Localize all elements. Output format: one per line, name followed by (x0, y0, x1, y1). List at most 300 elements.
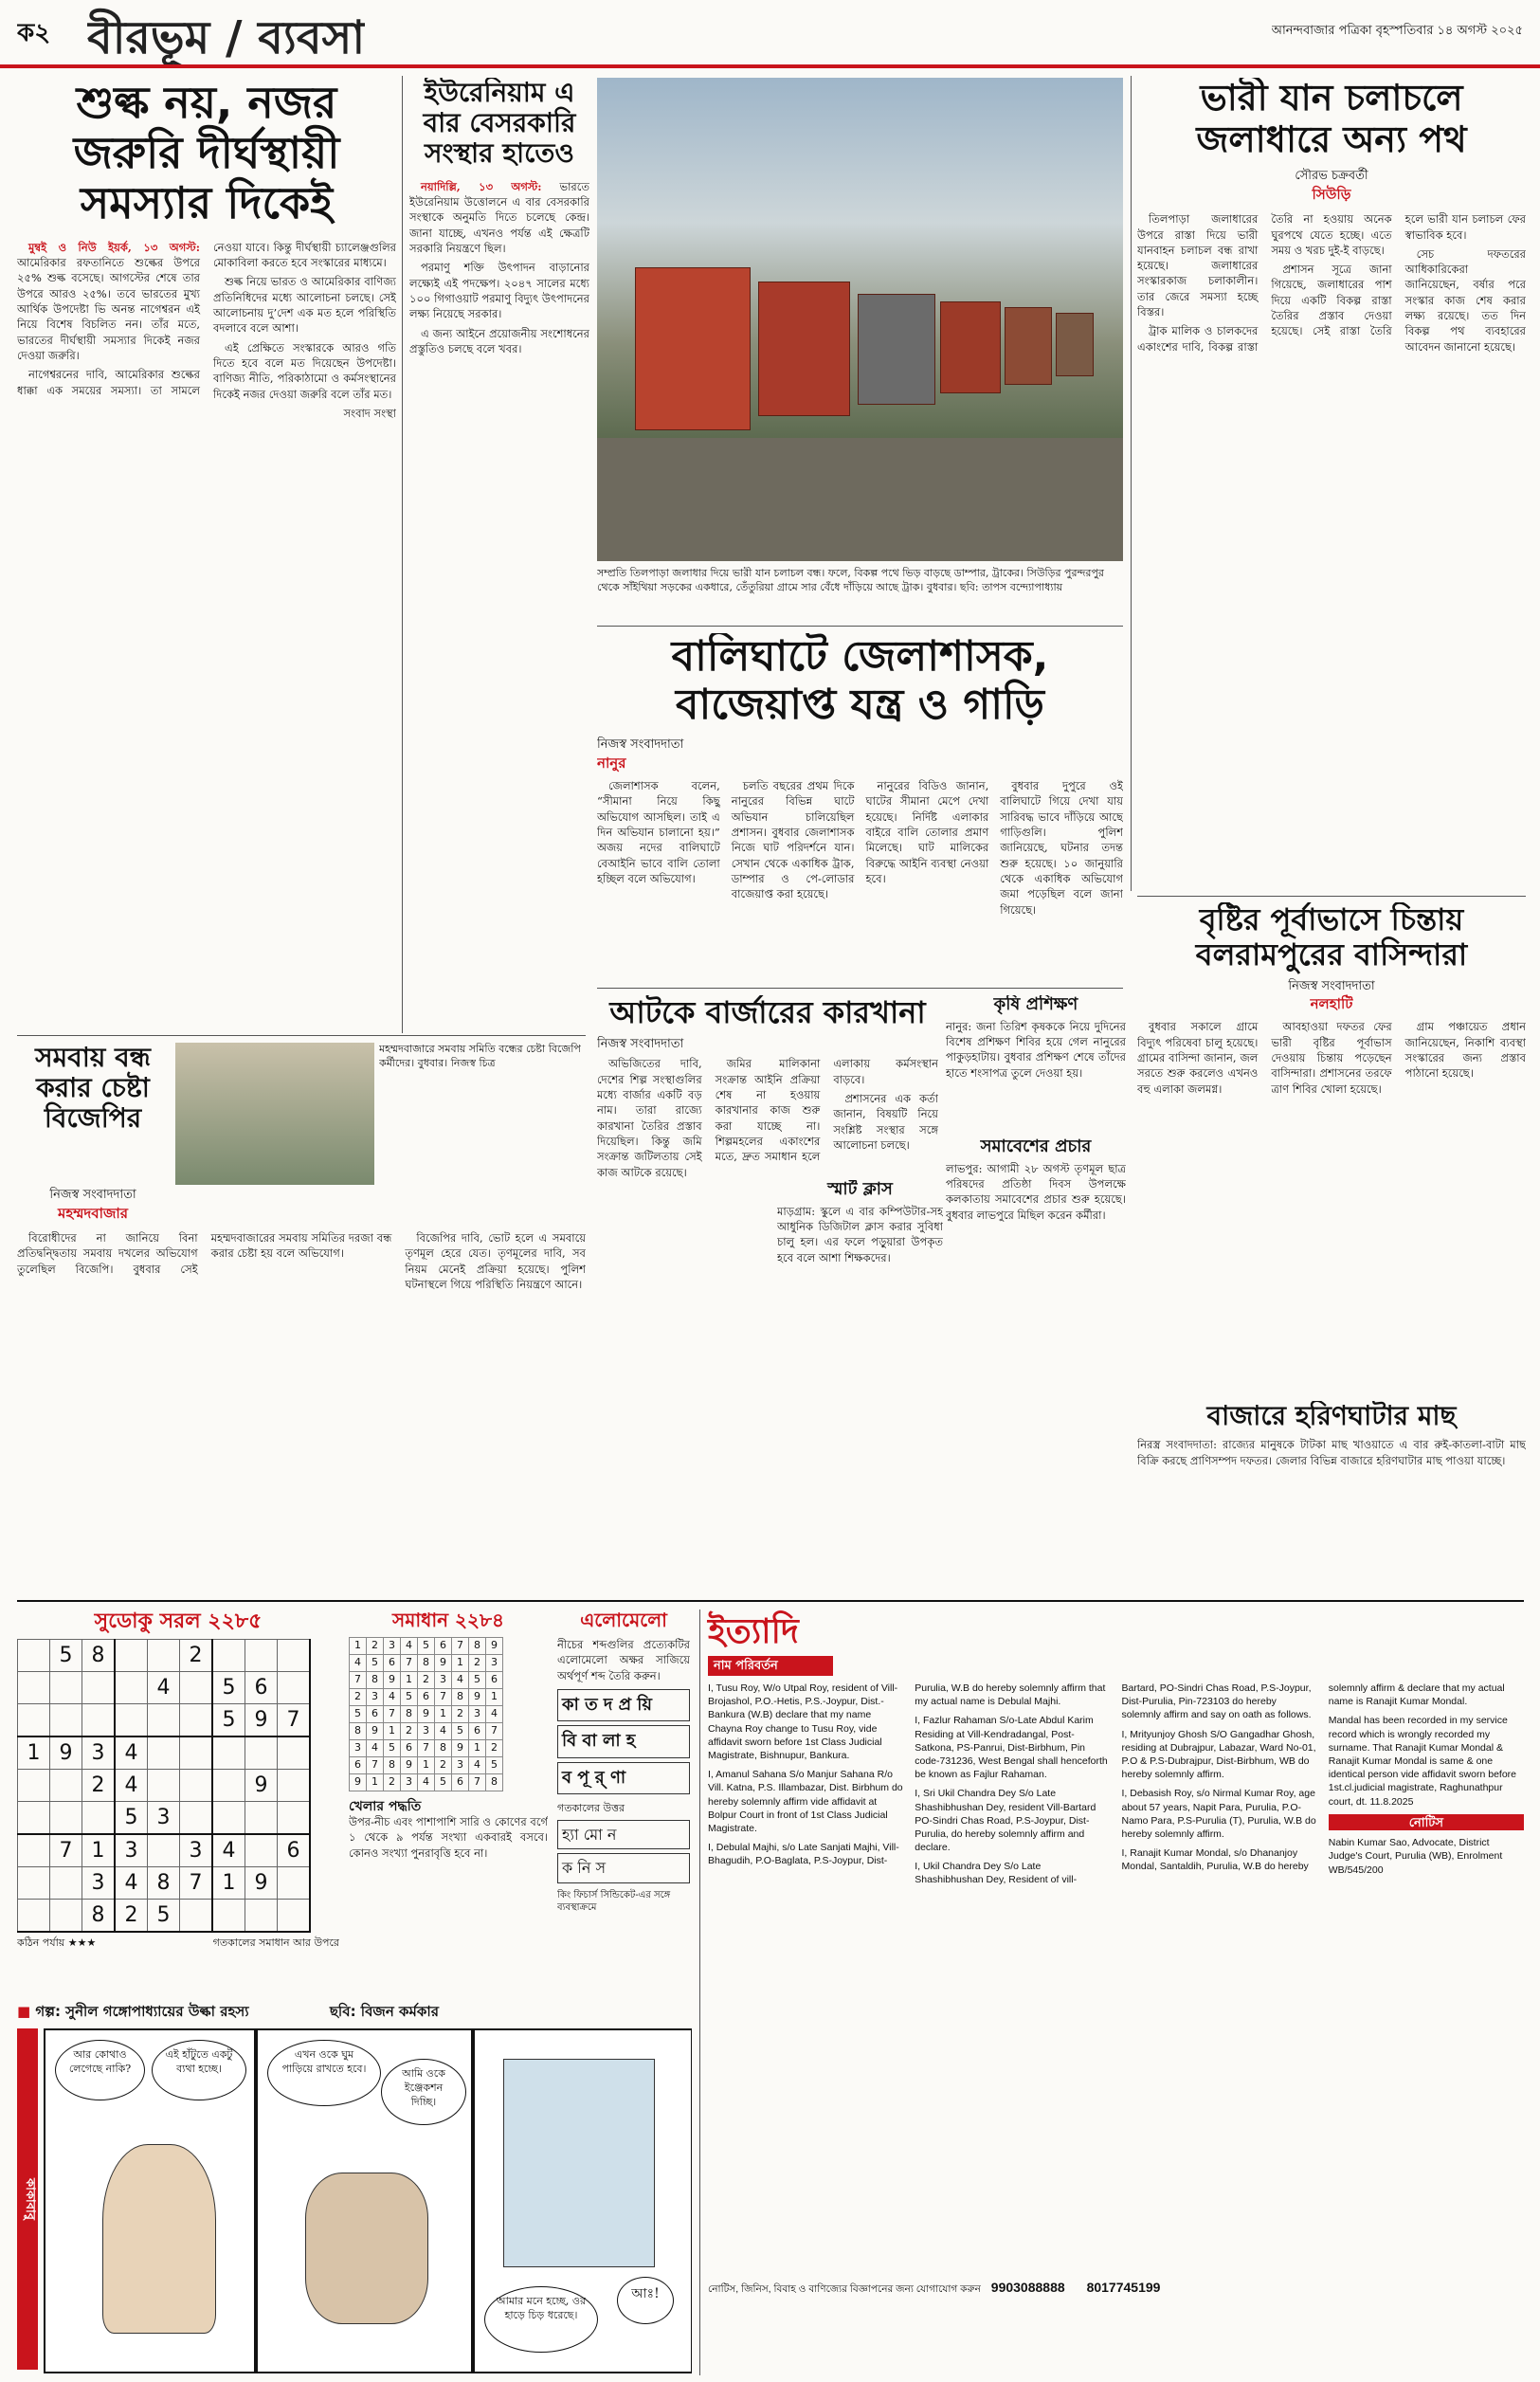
sudoku-cell (180, 1900, 213, 1933)
solution-grid (349, 1637, 503, 1791)
jumble-word: বি বা লা হ (557, 1725, 690, 1757)
solution-cell: 5 (401, 1689, 418, 1706)
classified-item: I, Sri Ukil Chandra Dey S/o Late Shashibhushan Dey, resident Vill-Bartard PO-Sindri Chas Road, P.S-Joypur, Dist-Purulia, do hereby solemnly affirm and declare. (915, 1788, 1096, 1854)
baalighat-headline: বালিঘাটে জেলাশাসক, বাজেয়াপ্ত যন্ত্র ও গাড়ি (671, 633, 1049, 729)
heavy-vehicle-headline: ভারী যান চলাচলে জলাধারে অন্য পথ (1196, 78, 1467, 160)
heavy-para-2: ট্রাক মালিক ও চালকদের একাংশের দাবি, বিকল্প রাস্তা তৈরি না হওয়ায় অনেক ঘুরপথে যেতে হচ্ছে। এতে সময় ও খরচ দুই-ই বাড়ছে। (1137, 212, 1392, 354)
rules-body: উপর-নীচ এবং পাশাপাশি সারি ও কোণের বর্গে ১ থেকে ৯ পর্যন্ত সংখ্যা একবারই বসবে। কোনও সংখ্যা পুনরাবৃত্তি হবে না। (349, 1815, 548, 1860)
sudoku-cell (148, 1640, 180, 1672)
sudoku-cell (278, 1867, 311, 1900)
classified-item: I, Debulal Majhi, s/o Late Sanjati Majhi, Vill-Bhagudih, P.O-Baglata, P.S-Joypur, Dist-Purulia, W.B do hereby solemnly affirm that my actual name is Debulal Majhi. (708, 1682, 1106, 1867)
sudoku-cell (245, 1834, 278, 1867)
solution-cell: 2 (384, 1774, 401, 1791)
solution-cell: 8 (384, 1757, 401, 1774)
lead-headline: শুল্ক নয়, নজর জরুরি দীর্ঘস্থায়ী সমস্যার দিকেই (73, 78, 340, 228)
sudoku-cell: 5 (148, 1900, 180, 1933)
solution-cell: 8 (367, 1672, 384, 1689)
column-divider (1131, 76, 1132, 891)
solution-cell: 6 (401, 1740, 418, 1757)
reporter-name: নিজস্ব সংবাদদাতা (49, 1188, 136, 1202)
reporter-name: নিজস্ব সংবাদদাতা (597, 1036, 684, 1051)
solution-cell: 1 (452, 1655, 469, 1672)
solution-cell: 2 (435, 1757, 452, 1774)
header-rule (0, 64, 1540, 68)
sudoku-cell (50, 1770, 82, 1802)
sudoku-cell (212, 1770, 245, 1802)
sudoku-cell (278, 1900, 311, 1933)
samabesh-body: লাভপুর: আগামী ২৮ অগস্ট তৃণমূল ছাত্র পরিষদের প্রতিষ্ঠা দিবস উপলক্ষে কলকাতায় সমাবেশের প্রচার শুরু হয়েছে। বুধবার লাভপুরে মিছিল করেন কর্মীরা। (946, 1161, 1126, 1222)
solution-cell: 8 (486, 1774, 503, 1791)
sudoku-cell (18, 1770, 50, 1802)
comic-story-credit: গল্প: সুনীল গঙ্গোপাধ্যায়ের উল্কা রহস্য (35, 2003, 249, 2020)
uranium-story (409, 78, 589, 1030)
factory-para-1: অভিজিতের দাবি, দেশের শিল্প সংস্থাগুলির মধ্যে বার্জার একটি বড় নাম। তারা রাজ্যে কারখানা তৈরির প্রস্তাব দিয়েছিল। কিন্তু জমি সংক্রান্ত জটিলতায় সেই কাজ আটকে রয়েছে। (597, 1057, 702, 1179)
uranium-dateline: নয়াদিল্লি, ১৩ অগস্ট: (421, 179, 542, 193)
section-rule (597, 988, 1123, 989)
contact-note: নোটিস, জিনিস, বিবাহ ও বাণিজ্যের বিজ্ঞাপনের জন্য যোগাযোগ করুন (708, 2283, 981, 2296)
sudoku-cell (148, 1704, 180, 1737)
classified-item: I, Tusu Roy, W/o Utpal Roy, resident of Vill-Brojashol, P.O.-Hetis, P.S.-Joypur, Dist.-Bankura (W.B) declare that my name Chayna Roy change to Tusu Roy, vide affidavit sworn before 1st Class Judicial Magistrate, Bishnupur, Bankura. (708, 1682, 898, 1761)
sudoku-cell: 4 (115, 1770, 148, 1802)
solution-cell: 8 (452, 1689, 469, 1706)
solution-cell: 6 (418, 1689, 435, 1706)
reporter-place: নানুর (597, 754, 626, 772)
solution-cell: 5 (418, 1638, 435, 1655)
solution-cell: 7 (367, 1757, 384, 1774)
solution-cell: 9 (452, 1740, 469, 1757)
sudoku-cell: 9 (245, 1704, 278, 1737)
krishi-headline: কৃষি প্রশিক্ষণ (993, 995, 1078, 1014)
sudoku-cell (18, 1704, 50, 1737)
solution-cell: 1 (418, 1757, 435, 1774)
truck-shape (1056, 313, 1094, 376)
sudoku-cell: 1 (18, 1736, 50, 1770)
heavy-para-4: সেচ দফতরের আধিকারিকেরা জানিয়েছেন, বর্ষার পরে সংস্কার কাজ শেষ করার লক্ষ্য রয়েছে। তত দিন বিকল্প পথ ব্যবহারের আবেদন জানানো হয়েছে। (1404, 246, 1526, 354)
jumble-word: ব পূ র্ ণা (557, 1762, 690, 1794)
sudoku-cell (82, 1704, 116, 1737)
comic-strip: ■ গল্প: সুনীল গঙ্গোপাধ্যায়ের উল্কা রহস্য ছবি: বিজন কর্মকার কাকাবাবু আর কোথাও লেগেছে নাকি? এই হাঁটুতে একটু ব্যথা হচ্ছে। এখন ওকে ঘুম পাড়িয়ে রাখতে হবে। আমি ওকে ইঞ্জেকশন দিচ্ছি। আমার মনে হচ্ছে, ওর হাড়ে চিড় ধরেছে। আঃ! (17, 2002, 692, 2376)
solution-cell: 5 (469, 1672, 486, 1689)
jumble-credit: কিং ফিচার্স সিন্ডিকেট-এর সঙ্গে ব্যবস্থাক্রমে (557, 1889, 671, 1914)
solution-cell: 9 (469, 1689, 486, 1706)
solution-cell: 3 (384, 1638, 401, 1655)
sudoku-cell (18, 1672, 50, 1704)
solution-cell: 2 (469, 1655, 486, 1672)
sudoku-cell: 3 (148, 1802, 180, 1835)
doctor-figure (503, 2059, 655, 2267)
jumble-block (557, 1609, 690, 1998)
sudoku-cell (50, 1704, 82, 1737)
lead-credit: সংবাদ সংস্থা (343, 406, 396, 420)
sudoku-cell (50, 1672, 82, 1704)
dateline: আনন্দবাজার পত্রিকা বৃহস্পতিবার ১৪ অগস্ট ২০২৫ (1271, 24, 1523, 38)
solution-cell: 7 (435, 1689, 452, 1706)
sudoku-cell (278, 1672, 311, 1704)
fish-headline: বাজারে হরিণঘাটার মাছ (1206, 1401, 1457, 1431)
photo-caption: সম্প্রতি তিলপাড়া জলাধার দিয়ে ভারী যান চলাচল বন্ধ। ফলে, বিকল্প পথে ভিড় বাড়ছে ডাম্পার, ট্রাকের। সিউড়ির পুরন্দরপুর থেকে সাঁইথিয়া সড়কের একধারে, তেঁতুরিয়া গ্রামে সার বেঁধে দাঁড়িয়ে আছে ট্রাক। বুধবার। ছবি: তাপস বন্দ্যোপাধ্যায় (597, 567, 1104, 593)
solution-cell: 3 (350, 1740, 367, 1757)
solution-cell: 3 (452, 1757, 469, 1774)
sudoku-cell (50, 1802, 82, 1835)
coop-headline-block (17, 1043, 169, 1185)
coop-para-2: বিজেপির দাবি, ভোট হলে এ সমবায়ে তৃণমূল হেরে যেত। তৃণমূলের দাবি, সব নিয়ম মেনেই প্রক্রিয়া হয়েছে। পুলিশ ঘটনাস্থলে গিয়ে পরিস্থিতি নিয়ন্ত্রণে আনে। (405, 1231, 586, 1291)
jumble-word: কা ত দ প্র য়ি (557, 1689, 690, 1721)
solution-cell: 5 (384, 1740, 401, 1757)
factory-para-2: জমির মালিকানা সংক্রান্ত আইনি প্রক্রিয়া শেষ না হওয়ায় কারখানার কাজ শুরু করা যাচ্ছে না। শিল্পমহলের একাংশের মতে, দ্রুত সমাধান হলে এলাকায় কর্মসংস্থান বাড়বে। (715, 1057, 938, 1164)
sudoku-cell (180, 1736, 213, 1770)
classified-item: I, Amanul Sahana S/o Manjur Sahana R/o Vill. Katna, P.S. Illambazar, Dist. Birbhum do hereby solemnly affirm vide affidavit at Bolpur Court in front of 1st Class Judicial Magistrate. (708, 1769, 903, 1834)
baalighat-story (597, 633, 1123, 984)
page-header (0, 0, 1540, 68)
section-rule (597, 626, 1123, 627)
sudoku-cell (278, 1640, 311, 1672)
trucks-photo (597, 78, 1123, 561)
solution-cell: 1 (401, 1672, 418, 1689)
sudoku-cell (212, 1900, 245, 1933)
reporter-place: মহম্মদবাজার (58, 1204, 128, 1222)
jumble-title: এলোমেলো (580, 1609, 667, 1631)
sudoku-cell (18, 1834, 50, 1867)
solution-cell: 5 (486, 1757, 503, 1774)
solution-cell: 1 (367, 1774, 384, 1791)
sudoku-cell (245, 1736, 278, 1770)
lead-story (17, 78, 396, 1030)
sudoku-cell: 2 (115, 1900, 148, 1933)
solution-cell: 8 (435, 1740, 452, 1757)
truck-shape (635, 267, 751, 430)
coop-photo (175, 1043, 374, 1185)
reporter-name: সৌরভ চক্রবর্তী (1295, 169, 1368, 184)
fish-story (1137, 1401, 1526, 1600)
sudoku-cell (245, 1900, 278, 1933)
sudoku-cell: 8 (82, 1640, 116, 1672)
coop-photo-caption: মহম্মদবাজারে সমবায় সমিতি বন্ধের চেষ্টা বিজেপি কর্মীদের। বুধবার। নিজস্ব চিত্র (379, 1043, 581, 1069)
solution-cell: 4 (486, 1706, 503, 1723)
classified-item: Nabin Kumar Sao, Advocate, District Judge's Court, Purulia (WB), Enrolment WB/545/200 (1328, 1837, 1503, 1876)
solution-cell: 1 (384, 1723, 401, 1740)
sudoku-cell: 4 (115, 1867, 148, 1900)
solution-title: সমাধান ২২৮৪ (392, 1609, 504, 1631)
sudoku-cell: 2 (82, 1770, 116, 1802)
smart-class-headline: স্মার্ট ক্লাস (827, 1180, 893, 1199)
uranium-para-1: ভারতে ইউরেনিয়াম উত্তোলনে এ বার বেসরকারি সংস্থাকে অনুমতি দিতে চলেছে কেন্দ্র। জানা যাচ্ছে, এখনও পর্যন্ত এই ক্ষেত্রটি সরকারি নিয়ন্ত্রণে ছিল। (409, 179, 589, 255)
sudoku-cell (82, 1802, 116, 1835)
truck-shape (940, 301, 1001, 393)
solution-cell: 4 (452, 1672, 469, 1689)
sudoku-cell: 4 (148, 1672, 180, 1704)
solution-cell: 9 (401, 1757, 418, 1774)
classified-list (708, 1682, 1524, 2269)
baalighat-para-3: নানুরের বিডিও জানান, ঘাটের সীমানা মেপে দেখা হয়েছে। নির্দিষ্ট এলাকার বাইরে বালি তোলার প্রমাণ মিলেছে। ঘাট মালিকের বিরুদ্ধে আইনি ব্যবস্থা নেওয়া হবে। (865, 778, 989, 885)
jumble-word: ক নি স (557, 1853, 690, 1883)
speech-bubble: আঃ! (617, 2277, 674, 2324)
reporter-name: নিজস্ব সংবাদদাতা (597, 737, 684, 753)
classified-item: I, Fazlur Rahaman S/o-Late Abdul Karim Residing at Vill-Kendradangal, Post-Satkona, PS-Panrui, Dist-Birbhum, Pin code-731236, West Bengal shall henceforth be known as Fajlur Rahaman. (915, 1715, 1108, 1781)
truck-shape (1005, 307, 1052, 385)
sudoku-cell: 1 (212, 1867, 245, 1900)
column-divider (402, 76, 403, 1033)
krishi-brief (946, 995, 1126, 1128)
sudoku-cell (148, 1834, 180, 1867)
rain-headline: বৃষ্টির পূর্বাভাসে চিন্তায় বলরামপুরের বাসিন্দারা (1195, 902, 1468, 973)
jumble-answer-label: গতকালের উত্তর (557, 1801, 625, 1814)
solution-cell: 9 (350, 1774, 367, 1791)
phone-2[interactable]: 8017745199 (1086, 2280, 1161, 2296)
solution-cell: 7 (452, 1638, 469, 1655)
rain-para-1: বুধবার সকালে গ্রামে বিদ্যুৎ পরিষেবা চালু হয়েছে। গ্রামের বাসিন্দা জানান, জল সরতে শুরু করলেও এখনও বহু এলাকা জলমগ্ন। (1137, 1020, 1259, 1096)
section-rule (1137, 896, 1526, 897)
comic-art-credit: ছবি: বিজন কর্মকার (329, 2003, 439, 2020)
comic-panel-2 (256, 2028, 473, 2373)
sudoku-cell (212, 1640, 245, 1672)
lead-dateline: মুম্বই ও নিউ ইয়র্ক, ১৩ অগস্ট: (28, 240, 200, 254)
baalighat-para-2: চলতি বছরের প্রথম দিকে নানুরের বিভিন্ন ঘাটে অভিযান চালিয়েছিল প্রশাসন। বুধবার জেলাশাসক নিজে ঘাট পরিদর্শনে যান। সেখান থেকে একাধিক ট্রাক, ডাম্পার ও পে-লোডার বাজেয়াপ্ত করা হয়েছে। (731, 778, 855, 901)
jumble-word: হ্যা মো ন (557, 1820, 690, 1850)
uranium-headline: ইউরেনিয়াম এ বার বেসরকারি সংস্থার হাতেও (423, 78, 576, 170)
sudoku-cell (245, 1640, 278, 1672)
classifieds-brand: ইত্যাদি (708, 1612, 799, 1651)
speech-bubble: এখন ওকে ঘুম পাড়িয়ে রাখতে হবে। (267, 2040, 381, 2106)
sudoku-cell: 3 (82, 1736, 116, 1770)
sudoku-cell: 9 (50, 1736, 82, 1770)
solution-cell: 6 (350, 1757, 367, 1774)
classified-item: I, Ranajit Kumar Mondal, s/o Dhananjoy Mondal, Santaldih, Purulia, W.B do hereby solemnly affirm & declare that my actual name is Ranajit Kumar Mondal. (1121, 1682, 1505, 1873)
heavy-para-1: তিলপাড়া জলাধারের উপরে রাস্তা দিয়ে ভারী যানবাহন চলাচল বন্ধ রাখা হয়েছে। জলাধারের সংস্কারকাজ চলাকালীন। তার জেরে সমস্যা হচ্ছে বিস্তর। (1137, 212, 1259, 319)
uranium-para-3: এ জন্য আইনে প্রয়োজনীয় সংশোধনের প্রস্তুতিও চলছে বলে খবর। (409, 326, 589, 355)
solution-cell: 7 (401, 1655, 418, 1672)
rain-story (1137, 902, 1526, 1395)
solution-cell: 8 (418, 1655, 435, 1672)
factory-headline: আটকে বার্জারের কারখানা (609, 995, 926, 1030)
solution-cell: 2 (486, 1740, 503, 1757)
lead-body (17, 240, 396, 422)
sudoku-cell: 5 (212, 1672, 245, 1704)
baalighat-para-4: বুধবার দুপুরে ওই বালিঘাটে গিয়ে দেখা যায় সারিবদ্ধ ভাবে দাঁড়িয়ে আছে গাড়িগুলি। পুলিশ জানিয়েছে, ঘটনার তদন্ত শুরু হয়েছে। ১০ জানুয়ারি থেকে একাধিক অভিযোগ জমা পড়েছিল বলে জানা গিয়েছে। (1000, 778, 1123, 917)
sudoku-cell: 7 (278, 1704, 311, 1737)
solution-cell: 3 (418, 1723, 435, 1740)
solution-cell: 7 (350, 1672, 367, 1689)
speech-bubble: আর কোথাও লেগেছে নাকি? (55, 2040, 145, 2100)
speech-bubble: এই হাঁটুতে একটু ব্যথা হচ্ছে। (152, 2040, 246, 2100)
solution-cell: 6 (367, 1706, 384, 1723)
jumble-intro: নীচের শব্দগুলির প্রত্যেকটির এলোমেলো অক্ষর সাজিয়ে অর্থপূর্ণ শব্দ তৈরি করুন। (557, 1638, 690, 1682)
solution-cell: 8 (401, 1706, 418, 1723)
sudoku-cell (148, 1770, 180, 1802)
solution-cell: 1 (486, 1689, 503, 1706)
sudoku-cell (82, 1672, 116, 1704)
sudoku-cell: 7 (50, 1834, 82, 1867)
coop-headline: সমবায় বন্ধ করার চেষ্টা বিজেপির (35, 1043, 151, 1135)
solution-cell: 3 (367, 1689, 384, 1706)
sudoku-difficulty: কঠিন পর্যায় ★★★ (17, 1937, 97, 1950)
sudoku-cell: 7 (180, 1867, 213, 1900)
speech-bubble: আমি ওকে ইঞ্জেকশন দিচ্ছি। (381, 2059, 466, 2125)
sudoku-cell: 6 (278, 1834, 311, 1867)
sudoku-cell (18, 1867, 50, 1900)
solution-cell: 3 (486, 1655, 503, 1672)
solution-cell: 9 (367, 1723, 384, 1740)
road (597, 438, 1123, 561)
sudoku-cell (115, 1704, 148, 1737)
sudoku-cell (50, 1900, 82, 1933)
solution-cell: 7 (418, 1740, 435, 1757)
sudoku-cell (245, 1802, 278, 1835)
solution-cell: 4 (418, 1774, 435, 1791)
krishi-body: নানুর: জনা তিরিশ কৃষককে নিয়ে দুদিনের বিশেষ প্রশিক্ষণ শিবির হয়ে গেল নানুরের পাকুড়হাটায়। বুধবার প্রশিক্ষণ শেষে তাঁদের হাতে শংসাপত্র তুলে দেওয়া হয়। (946, 1019, 1126, 1080)
solution-cell: 7 (469, 1774, 486, 1791)
reporter-place: নলহাটি (1310, 995, 1353, 1013)
lead-para-3: শুল্ক নিয়ে ভারত ও আমেরিকার বাণিজ্য প্রতিনিধিদের মধ্যে আলোচনা চলছে। সেই আলোচনায় দু’দেশ এক মত হলে পরিস্থিতি বদলাবে বলে আশা। (213, 275, 396, 336)
coop-para-1: বিরোধীদের না জানিয়ে বিনা প্রতিদ্বন্দ্বিতায় সমবায় দখলের অভিযোগ তুলেছিল বিজেপি। বুধবার সেই মহম্মদবাজারের সমবায় সমিতির দরজা বন্ধ করার চেষ্টা হয় বলে অভিযোগ। (17, 1231, 392, 1276)
sudoku-cell: 2 (180, 1640, 213, 1672)
sudoku-block (17, 1609, 339, 1998)
sudoku-cell: 9 (245, 1867, 278, 1900)
classified-item: I, Ukil Chandra Dey S/o Late Shashibhushan Dey, Resident of vill-Bartard, PO-Sindri Chas Road, P.S-Joypur, Dist-Purulia, Pin-723103 do hereby solemnly affirm and say on oath as follows. (915, 1682, 1312, 1886)
classifieds-subtitle: নাম পরিবর্তন (708, 1656, 833, 1677)
solution-cell: 4 (469, 1757, 486, 1774)
solution-cell: 2 (367, 1638, 384, 1655)
section-rule (17, 1600, 1524, 1602)
solution-cell: 3 (469, 1706, 486, 1723)
sudoku-cell: 5 (212, 1704, 245, 1737)
sudoku-cell (180, 1770, 213, 1802)
solution-cell: 9 (486, 1638, 503, 1655)
baalighat-para-1: জেলাশাসক বলেন, “সীমানা নিয়ে কিছু অভিযোগ আসছিল। তাই এ দিন অভিযান চালানো হয়।” অজয় নদের বালিঘাটে বেআইনি ভাবে বালি তোলা হচ্ছিল বলে অভিযোগ। (597, 778, 720, 885)
solution-cell: 8 (469, 1638, 486, 1655)
solution-cell: 9 (384, 1672, 401, 1689)
uranium-para-2: পরমাণু শক্তি উৎপাদন বাড়ানোর লক্ষ্যেই এই পদক্ষেপ। ২০৪৭ সালের মধ্যে ১০০ গিগাওয়াট পরমাণু বিদ্যুৎ উৎপাদনের লক্ষ্য নিয়েছে সরকার। (409, 261, 589, 321)
solution-cell: 1 (350, 1638, 367, 1655)
solution-cell: 4 (367, 1740, 384, 1757)
solution-cell: 4 (350, 1655, 367, 1672)
solution-cell: 9 (418, 1706, 435, 1723)
fish-body: নিরস্ত্র সংবাদদাতা: রাজ্যের মানুষকে টাটকা মাছ খাওয়াতে এ বার রুই-কাতলা-বাটা মাছ বিক্রি করছে প্রাণিসম্পদ দফতর। জেলার বিভিন্ন বাজারে হরিণঘাটার মাছ পাওয়া যাচ্ছে। (1137, 1438, 1526, 1467)
smart-class-brief (777, 1180, 943, 1370)
solution-cell: 4 (384, 1689, 401, 1706)
factory-para-3: প্রশাসনের এক কর্তা জানান, বিষয়টি নিয়ে সংশ্লিষ্ট সংস্থার সঙ্গে আলোচনা চলছে। (833, 1092, 938, 1152)
solution-cell: 7 (486, 1723, 503, 1740)
sudoku-cell: 3 (115, 1834, 148, 1867)
sudoku-cell: 8 (148, 1867, 180, 1900)
classified-item: I, Debasish Roy, s/o Nirmal Kumar Roy, age about 57 years, Napit Para, Purulia, P.O-Namo Para, P.S-Purulia (T), Purulia, W.B do hereby solemnly affirm. (1121, 1788, 1316, 1840)
solution-cell: 5 (367, 1655, 384, 1672)
section-title: বীরভূম / ব্যবসা (87, 11, 366, 64)
heavy-vehicle-story (1137, 78, 1526, 891)
coop-body (17, 1230, 586, 1401)
sudoku-cell (50, 1867, 82, 1900)
lead-para-1: আমেরিকার রফতানিতে শুল্কের উপরে ২৫% শুল্ক বসেছে। আগস্টের শেষে তার উপরে আরও ২৫%। তবে ভারতের মুখ্য আর্থিক উপদেষ্টা ভি অনন্ত নাগেশ্বরন এই নিয়ে বিশেষ বিচলিত নন। তাঁর মতে, ভারতের দীর্ঘস্থায়ী সমস্যার দিকেই নজর দেওয়া জরুরি। (17, 256, 200, 362)
solution-cell: 6 (384, 1655, 401, 1672)
sudoku-cell (18, 1802, 50, 1835)
sudoku-cell (278, 1736, 311, 1770)
solution-cell: 5 (452, 1723, 469, 1740)
solution-cell: 2 (401, 1723, 418, 1740)
truck-shape (758, 282, 850, 416)
classifieds-block (699, 1609, 1524, 2375)
sudoku-cell: 5 (50, 1640, 82, 1672)
solution-cell: 2 (350, 1689, 367, 1706)
solution-cell: 6 (452, 1774, 469, 1791)
sudoku-cell: 8 (82, 1900, 116, 1933)
sudoku-cell: 5 (115, 1802, 148, 1835)
sudoku-cell (212, 1736, 245, 1770)
section-rule (17, 1035, 586, 1036)
solution-cell: 5 (435, 1774, 452, 1791)
sudoku-cell (18, 1900, 50, 1933)
comic-side-label: কাকাবাবু (17, 2028, 38, 2370)
reporter-place: সিউড়ি (1312, 185, 1351, 203)
sudoku-cell (278, 1770, 311, 1802)
sudoku-cell (115, 1672, 148, 1704)
sudoku-cell (180, 1704, 213, 1737)
comic-panel-3 (473, 2028, 692, 2373)
sudoku-cell (115, 1640, 148, 1672)
solution-block (349, 1609, 548, 1998)
figure-shape (102, 2144, 216, 2334)
solution-cell: 6 (486, 1672, 503, 1689)
solution-cell: 3 (401, 1774, 418, 1791)
sudoku-cell (18, 1640, 50, 1672)
classified-item: I, Mrityunjoy Ghosh S/O Gangadhar Ghosh, residing at Dubrajpur, Labazar, Ward No-01, P.O & P.S-Dubrajpur, Dist-Birbhum, WB do hereby solemnly affirm. (1121, 1728, 1316, 1781)
phone-1[interactable]: 9903088888 (990, 2280, 1065, 2296)
lead-para-2: নাগেশ্বরনের দাবি, আমেরিকার শুল্কের ধাক্কা এক সময়ের সমস্যা। তা সামলে নেওয়া যাবে। কিন্তু দীর্ঘস্থায়ী চ্যালেঞ্জগুলির মোকাবিলা করতে হবে সংস্কারের মাধ্যমে। (17, 240, 396, 397)
notice-title: নোটিস (1329, 1814, 1524, 1831)
sudoku-title: সুডোকু সরল ২২৮৫ (94, 1609, 263, 1633)
sudoku-cell: 4 (115, 1736, 148, 1770)
solution-cell: 5 (350, 1706, 367, 1723)
sudoku-grid (17, 1639, 311, 1933)
solution-cell: 6 (469, 1723, 486, 1740)
truck-shape (858, 294, 935, 405)
samabesh-brief (946, 1137, 1126, 1374)
solution-cell: 6 (435, 1638, 452, 1655)
sudoku-credit: গতকালের সমাধান আর উপরে (212, 1937, 339, 1950)
sudoku-cell (180, 1802, 213, 1835)
speech-bubble: আমার মনে হচ্ছে, ওর হাড়ে চিড় ধরেছে। (484, 2286, 598, 2353)
solution-cell: 2 (418, 1672, 435, 1689)
classified-item: Mandal has been recorded in my service record which is wrongly recorded my surname. That Ranajit Kumar Mondal & Ranajit Kumar Mondal is same & one identical person vide affidavit sworn before 1st.cl.judicial magistrate, Raghunathpur court, dt. 11.8.2025 (1328, 1715, 1517, 1808)
sudoku-cell: 4 (212, 1834, 245, 1867)
solution-cell: 4 (401, 1638, 418, 1655)
solution-cell: 3 (435, 1672, 452, 1689)
page-code: ক২ (17, 19, 51, 47)
rain-para-3: গ্রাম পঞ্চায়েত প্রধান জানিয়েছেন, নিকাশি ব্যবস্থা সংস্কারের জন্য প্রস্তাব পাঠানো হয়েছে। (1404, 1020, 1526, 1081)
samabesh-headline: সমাবেশের প্রচার (980, 1137, 1092, 1156)
solution-cell: 2 (452, 1706, 469, 1723)
sudoku-cell: 6 (245, 1672, 278, 1704)
rain-para-2: আবহাওয়া দফতর ফের ভারী বৃষ্টির পূর্বাভাস দেওয়ায় চিন্তায় পড়েছেন বাসিন্দারা। প্রশাসনের তরফে ত্রাণ শিবির খোলা হয়েছে। (1271, 1020, 1392, 1096)
sudoku-cell (278, 1802, 311, 1835)
solution-cell: 7 (384, 1706, 401, 1723)
sudoku-cell: 3 (180, 1834, 213, 1867)
sudoku-cell (148, 1736, 180, 1770)
solution-cell: 8 (350, 1723, 367, 1740)
sudoku-cell: 9 (245, 1770, 278, 1802)
comic-panel-1 (44, 2028, 256, 2373)
solution-cell: 9 (435, 1655, 452, 1672)
sudoku-cell (180, 1672, 213, 1704)
heavy-para-3: প্রশাসন সূত্রে জানা গিয়েছে, জলাধারের পাশ দিয়ে একটি বিকল্প রাস্তা তৈরির প্রস্তাব দেওয়া হয়েছে। সেই রাস্তা তৈরি হলে ভারী যান চলাচল ফের স্বাভাবিক হবে। (1271, 212, 1526, 338)
reporter-name: নিজস্ব সংবাদদাতা (1288, 978, 1375, 993)
lead-para-4: এই প্রেক্ষিতে সংস্কারকে আরও গতি দিতে হবে বলে মত দিয়েছেন উপদেষ্টা। বাণিজ্য নীতি, পরিকাঠামো ও কর্মসংস্থানের দিকেই নজর দেওয়া জরুরি বলে তাঁর মত। (213, 340, 396, 401)
solution-cell: 1 (469, 1740, 486, 1757)
coop-byline (17, 1187, 169, 1225)
solution-cell: 4 (435, 1723, 452, 1740)
sudoku-cell: 1 (82, 1834, 116, 1867)
sudoku-cell: 3 (82, 1867, 116, 1900)
smart-class-body: মাড়গ্রাম: স্কুলে এ বার কম্পিউটার-সহ আধুনিক ডিজিটাল ক্লাস করার সুবিধা চালু হল। এর ফলে পড়ুয়ারা উপকৃত হবে বলে আশা শিক্ষকদের। (777, 1204, 943, 1264)
sudoku-cell (212, 1802, 245, 1835)
